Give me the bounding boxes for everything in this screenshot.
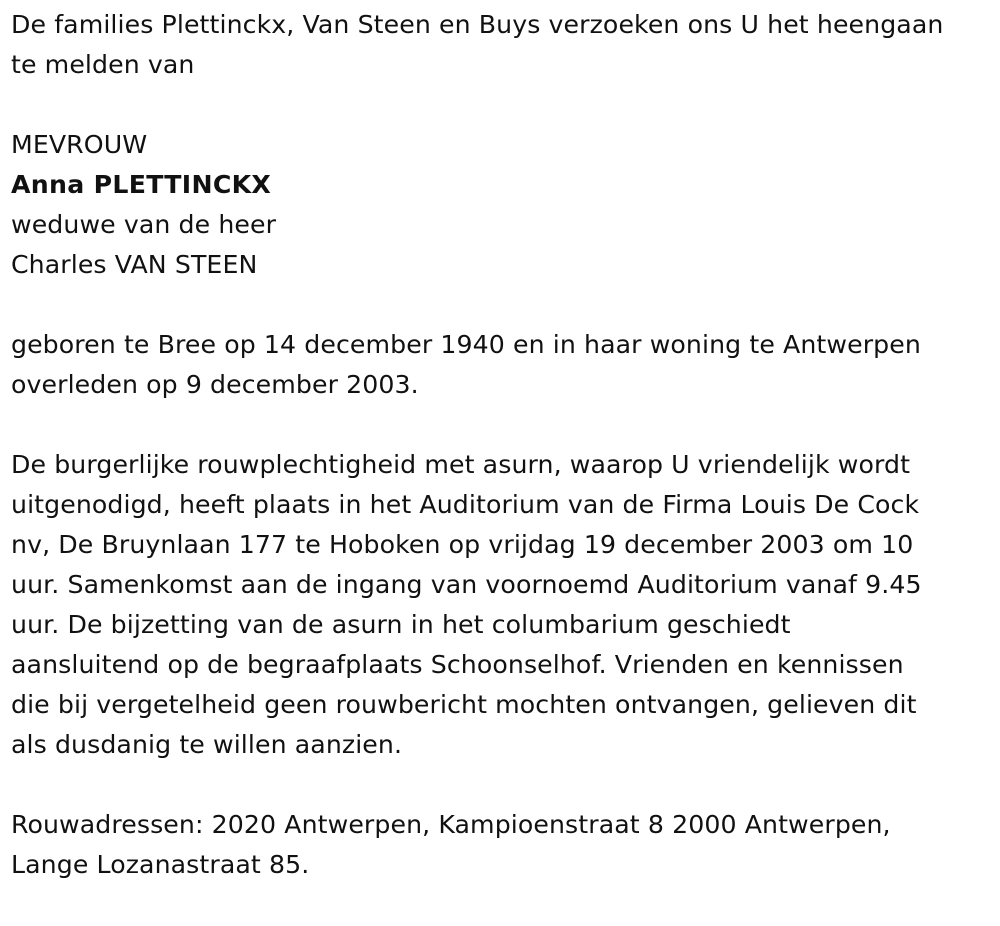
paragraph-spacer <box>11 405 986 445</box>
deceased-block <box>11 125 986 285</box>
ceremony-line: aansluitend op de begraafplaats Schoonselhof. Vrienden en kennissen <box>11 650 904 679</box>
widow-label: weduwe van de heer <box>11 210 277 239</box>
ceremony-line: uitgenodigd, heeft plaats in het Auditorium van de Firma Louis De Cock <box>11 490 920 519</box>
ceremony-line: nv, De Bruynlaan 177 te Hoboken op vrijdag 19 december 2003 om 10 <box>11 530 914 559</box>
deceased-name: Anna PLETTINCKX <box>11 170 272 199</box>
birth-death-line: geboren te Bree op 14 december 1940 en in haar woning te Antwerpen <box>11 330 921 359</box>
ceremony-line: De burgerlijke rouwplechtigheid met asurn, waarop U vriendelijk wordt <box>11 450 911 479</box>
address-paragraph <box>11 805 986 885</box>
ceremony-line: uur. Samenkomst aan de ingang van voornoemd Auditorium vanaf 9.45 <box>11 570 922 599</box>
ceremony-line: die bij vergetelheid geen rouwbericht mochten ontvangen, gelieven dit <box>11 690 917 719</box>
intro-line: De families Plettinckx, Van Steen en Buys verzoeken ons U het heengaan <box>11 10 944 39</box>
address-line: Lange Lozanastraat 85. <box>11 850 310 879</box>
ceremony-line: als dusdanig te willen aanzien. <box>11 730 403 759</box>
paragraph-spacer <box>11 765 986 805</box>
birth-death-line: overleden op 9 december 2003. <box>11 370 419 399</box>
address-line: Rouwadressen: 2020 Antwerpen, Kampioenstraat 8 2000 Antwerpen, <box>11 810 891 839</box>
spouse-name: Charles VAN STEEN <box>11 250 258 279</box>
death-notice <box>11 5 986 885</box>
intro-paragraph <box>11 5 986 85</box>
ceremony-line: uur. De bijzetting van de asurn in het columbarium geschiedt <box>11 610 791 639</box>
intro-line: te melden van <box>11 50 195 79</box>
birth-death-paragraph <box>11 325 986 405</box>
paragraph-spacer <box>11 85 986 125</box>
ceremony-paragraph <box>11 445 986 765</box>
deceased-title: MEVROUW <box>11 130 148 159</box>
paragraph-spacer <box>11 285 986 325</box>
